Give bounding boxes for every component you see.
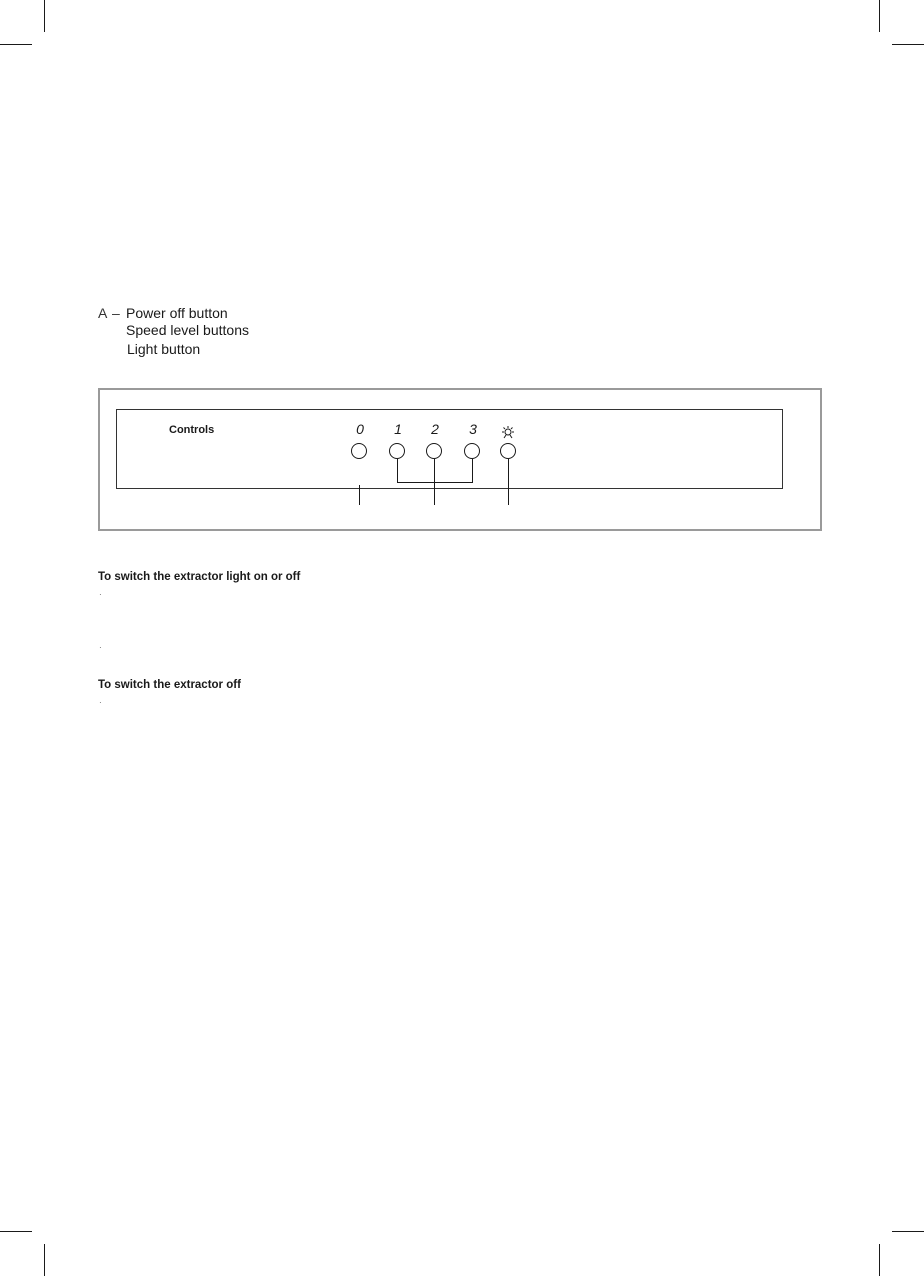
leader-line-speed [434, 459, 435, 505]
crop-mark [0, 44, 32, 45]
panel-label: Controls [169, 424, 215, 436]
crop-mark [44, 0, 45, 32]
leader-line-light [508, 459, 509, 505]
legend-item-power-off: Power off button [126, 305, 228, 321]
speed-bracket-bottom [397, 482, 473, 483]
bullet: · [99, 698, 102, 707]
button-label-1: 1 [394, 421, 402, 437]
speed-1-button[interactable] [389, 443, 405, 459]
power-off-button[interactable] [351, 443, 367, 459]
button-label-0: 0 [356, 421, 364, 437]
legend-dash: – [112, 305, 120, 321]
control-panel [116, 409, 783, 489]
light-bulb-icon [500, 426, 516, 440]
crop-mark [892, 44, 924, 45]
speed-bracket-left [397, 459, 398, 483]
speed-bracket-right [472, 459, 473, 483]
button-label-3: 3 [469, 421, 477, 437]
crop-mark [0, 1231, 32, 1232]
button-label-2: 2 [431, 421, 439, 437]
speed-2-button[interactable] [426, 443, 442, 459]
leader-line-power-off [359, 485, 360, 505]
legend-letter: A [98, 305, 108, 321]
legend-item-light: Light button [127, 341, 201, 357]
crop-mark [892, 1231, 924, 1232]
light-button[interactable] [500, 443, 516, 459]
crop-mark [879, 1244, 880, 1276]
legend-item-speed-level: Speed level buttons [126, 322, 249, 338]
section-title-light: To switch the extractor light on or off [98, 571, 301, 583]
crop-mark [44, 1244, 45, 1276]
bullet: · [99, 590, 102, 599]
speed-3-button[interactable] [464, 443, 480, 459]
bullet: · [99, 643, 102, 652]
section-title-off: To switch the extractor off [98, 679, 241, 691]
crop-mark [879, 0, 880, 32]
